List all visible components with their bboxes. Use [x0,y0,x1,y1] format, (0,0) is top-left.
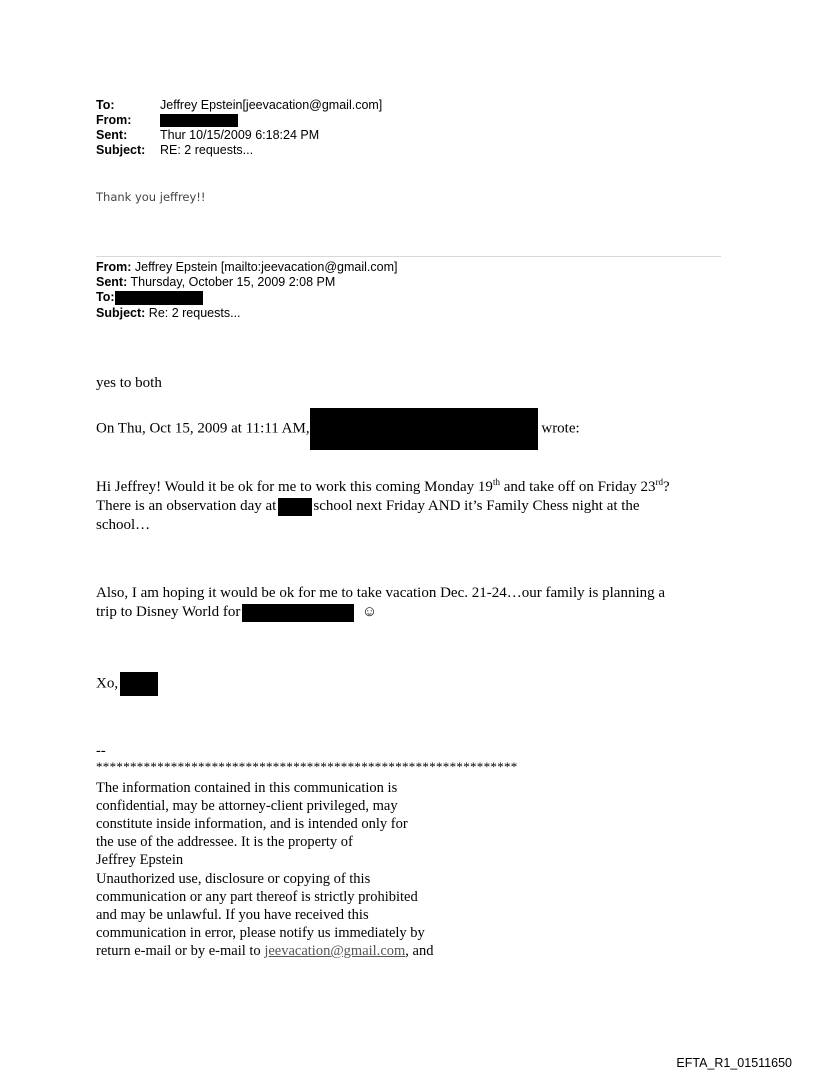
email-link[interactable]: jeevacation@gmail.com [264,943,406,959]
header1-subject-label: Subject: [96,143,146,157]
document-id: EFTA_R1_01511650 [676,1056,792,1070]
header2-to-row [96,290,203,305]
p1-line2-text-b: school next Friday AND it’s Family Chess night at the [313,498,640,514]
header2-sent-row [96,275,335,290]
redaction-block [115,291,203,305]
disclaimer-line-10 [96,942,433,960]
header2-subject-value: Re: 2 requests... [148,306,241,320]
paragraph1-line1 [96,478,670,497]
header1-subject-row [96,142,253,158]
disclaimer-last-prefix: return e-mail or by e-mail to [96,943,265,959]
header2-sent-label: Sent: [96,275,128,289]
header2-from-label: From: [96,260,132,274]
reply-text: Thank you jeffrey!! [96,190,206,204]
header1-from-row [96,112,238,128]
disclaimer-stars: ************************************************************** [96,759,518,774]
redaction-block [160,114,238,127]
paragraph1-line3: school… [96,517,151,533]
divider [96,256,721,257]
redaction-block [278,498,312,516]
header2-sent-value: Thursday, October 15, 2009 2:08 PM [130,275,336,289]
disclaimer-line-9: communication in error, please notify us immediately by [96,925,425,941]
quote-intro [96,408,580,450]
quote-intro-prefix: On Thu, Oct 15, 2009 at 11:11 AM, [96,420,310,437]
p1-sup-rd: rd [655,477,663,487]
p1-line1-text-a: Hi Jeffrey! Would it be ok for me to work this coming Monday 19 [96,479,493,495]
disclaimer-line-6: Unauthorized use, disclosure or copying of this [96,871,371,887]
signoff [96,672,158,696]
header1-to-row [96,97,382,113]
paragraph1-line2 [96,497,640,516]
disclaimer-last-suffix: , and [405,943,434,959]
p2-line2-text-a: trip to Disney World for [96,604,241,620]
redaction-block [120,672,158,696]
p1-line2-text-a: There is an observation day at [96,498,277,514]
disclaimer-dashes: -- [96,743,106,759]
p1-line1-text-b: and take off on Friday 23 [499,479,656,495]
header1-sent-value: Thur 10/15/2009 6:18:24 PM [160,128,320,142]
redaction-block [310,408,538,450]
header2-subject-row [96,306,241,321]
quote-intro-suffix: wrote: [541,420,580,437]
disclaimer-line-8: and may be unlawful. If you have received this [96,907,369,923]
disclaimer-line-2: confidential, may be attorney-client privileged, may [96,798,398,814]
header2-subject-label: Subject: [96,306,146,320]
disclaimer-line-5: Jeffrey Epstein [96,852,184,868]
message-reply: yes to both [96,375,162,391]
p1-sup-th: th [492,477,500,487]
smiley-icon: ☺ [361,604,378,620]
header1-subject-value: RE: 2 requests... [160,143,254,157]
disclaimer-line-4: the use of the addressee. It is the property of [96,834,353,850]
paragraph2-line1: Also, I am hoping it would be ok for me to take vacation Dec. 21-24…our family is planning a [96,585,666,601]
header1-sent-label: Sent: [96,128,128,142]
signoff-text: Xo, [96,675,119,692]
header2-to-label: To: [96,290,115,304]
disclaimer-line-7: communication or any part thereof is strictly prohibited [96,889,418,905]
header1-sent-row [96,127,319,143]
header2-from-row [96,260,397,275]
redaction-block [242,604,354,622]
header1-to-value: Jeffrey Epstein[jeevacation@gmail.com] [160,98,383,112]
header2-from-value: Jeffrey Epstein [mailto:jeevacation@gmail.com] [134,260,398,274]
header1-to-label: To: [96,98,115,112]
header1-from-label: From: [96,113,132,127]
disclaimer-line-3: constitute inside information, and is intended only for [96,816,408,832]
disclaimer-line-1: The information contained in this communication is [96,780,398,796]
paragraph2-line2 [96,603,377,622]
p1-line1-text-c: ? [662,479,670,495]
